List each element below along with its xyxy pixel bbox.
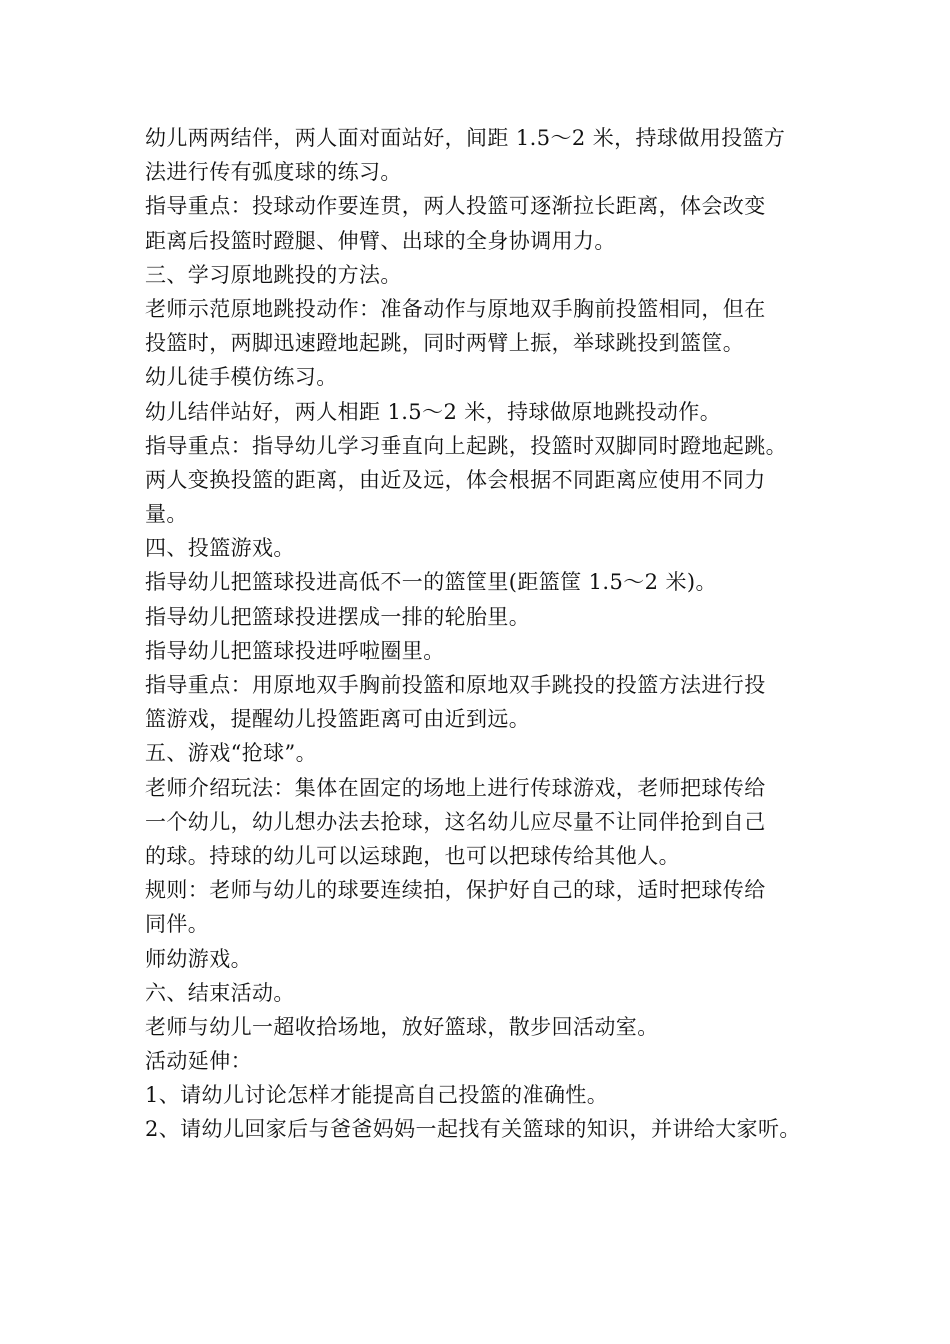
section-heading: 三、学习原地跳投的方法。 <box>145 262 402 287</box>
text-line: 老师示范原地跳投动作：准备动作与原地双手胸前投篮相同，但在 <box>145 296 766 321</box>
text-line: 的球。持球的幼儿可以运球跑，也可以把球传给其他人。 <box>145 843 680 868</box>
text-line: 指导幼儿把篮球投进摆成一排的轮胎里。 <box>145 604 531 629</box>
text-line: 指导幼儿把篮球投进高低不一的篮筐里(距篮筐 1.5～2 米)。 <box>145 570 717 595</box>
text-line: 同伴。 <box>145 912 210 937</box>
text-line: 指导重点：指导幼儿学习垂直向上起跳，投篮时双脚同时蹬地起跳。 <box>145 433 787 458</box>
text-line: 量。 <box>145 502 188 527</box>
text-line: 一个幼儿，幼儿想办法去抢球，这名幼儿应尽量不让同伴抢到自己 <box>145 809 766 834</box>
text-line: 投篮时，两脚迅速蹬地起跳，同时两臂上振，举球跳投到篮筐。 <box>145 331 745 356</box>
document-page <box>145 121 845 1147</box>
list-item: 2、请幼儿回家后与爸爸妈妈一起找有关篮球的知识，并讲给大家听。 <box>145 1117 801 1142</box>
text-line: 师幼游戏。 <box>145 946 252 971</box>
section-heading: 六、结束活动。 <box>145 980 295 1005</box>
text-line: 指导重点：用原地双手胸前投篮和原地双手跳投的投篮方法进行投 <box>145 673 766 697</box>
text-line: 幼儿徒手模仿练习。 <box>145 365 338 390</box>
text-line: 指导重点：投球动作要连贯，两人投篮可逐渐拉长距离，体会改变 <box>145 194 766 219</box>
text-line: 篮游戏，提醒幼儿投篮距离可由近到远。 <box>145 707 531 732</box>
text-line: 活动延伸： <box>145 1049 252 1074</box>
text-line: 法进行传有弧度球的练习。 <box>145 160 402 185</box>
section-heading: 四、投篮游戏。 <box>145 536 295 561</box>
text-line: 距离后投篮时蹬腿、伸臂、出球的全身协调用力。 <box>145 228 616 253</box>
text-line: 规则：老师与幼儿的球要连续拍，保护好自己的球，适时把球传给 <box>145 878 766 903</box>
text-line: 两人变换投篮的距离，由近及远，体会根据不同距离应使用不同力 <box>145 467 766 492</box>
text-line: 幼儿两两结伴，两人面对面站好，间距 1.5～2 米，持球做用投篮方 <box>145 126 786 150</box>
text-line: 老师介绍玩法：集体在固定的场地上进行传球游戏，老师把球传给 <box>145 775 766 800</box>
list-item: 1、请幼儿讨论怎样才能提高自己投篮的准确性。 <box>145 1083 609 1108</box>
text-line: 指导幼儿把篮球投进呼啦圈里。 <box>145 638 445 663</box>
text-line: 幼儿结伴站好，两人相距 1.5～2 米，持球做原地跳投动作。 <box>145 399 722 424</box>
section-heading: 五、游戏“抢球”。 <box>145 741 318 766</box>
text-line: 老师与幼儿一超收拾场地，放好篮球，散步回活动室。 <box>145 1014 659 1039</box>
